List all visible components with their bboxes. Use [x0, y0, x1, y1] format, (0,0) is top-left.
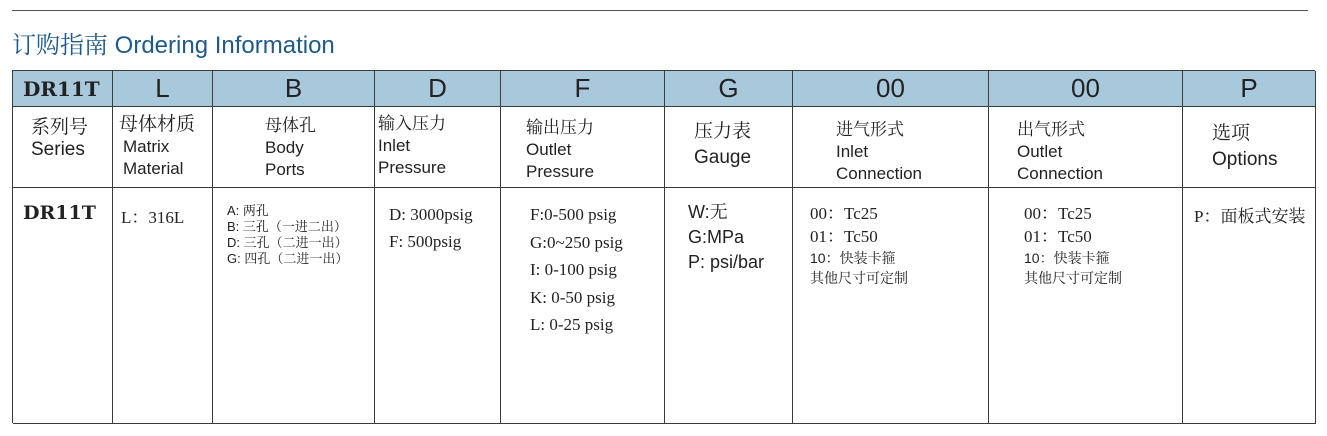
code-options: P: [1240, 73, 1258, 103]
header-cell-outlet-pressure: [501, 71, 665, 107]
label-cell-series: [13, 107, 113, 188]
ordering-table: [12, 70, 1315, 423]
ports-option: G: 四孔（二进一出）: [227, 251, 349, 266]
label-cell-inlet-pressure: [375, 107, 501, 188]
values-cell-material: [113, 188, 213, 424]
header-cell-series: [13, 71, 113, 107]
gauge-option: W:无: [688, 202, 728, 222]
outlet-pressure-option: I: 0-100 psig: [530, 260, 617, 279]
code-outlet-connection: 00: [1071, 73, 1100, 103]
label-cell-inlet-connection: [793, 107, 989, 188]
values-cell-options: [1183, 188, 1316, 424]
outlet-connection-note: 其他尺寸可定制: [1024, 270, 1122, 286]
inlet-pressure-values: [389, 201, 473, 255]
label-outlet-pressure: 输出压力 Outlet Pressure: [526, 118, 595, 181]
inlet-connection-values: [810, 202, 908, 288]
label-cell-ports: [213, 107, 375, 188]
outlet-pressure-option: G:0~250 psig: [530, 232, 623, 252]
outlet-connection-option: 00：Tc25: [1024, 204, 1092, 223]
code-ports: B: [284, 73, 303, 103]
header-cell-inlet-connection: [793, 71, 989, 107]
values-cell-inlet-pressure: [375, 188, 501, 424]
header-cell-material: [113, 71, 213, 107]
header-cell-ports: [213, 71, 375, 107]
code-outlet-pressure: F: [574, 73, 591, 103]
values-cell-inlet-connection: [793, 188, 989, 424]
inlet-connection-option: 01：Tc50: [810, 227, 878, 246]
label-options: 选项 Options: [1212, 123, 1278, 170]
label-outlet-connection: 出气形式 Outlet Connection: [1017, 120, 1104, 183]
outlet-pressure-values: [530, 201, 623, 339]
outlet-pressure-option: F:0-500 psig: [530, 205, 617, 224]
values-cell-series: [13, 188, 113, 424]
inlet-pressure-option: F: 500psig: [389, 232, 462, 251]
outlet-connection-values: [1024, 202, 1122, 288]
label-inlet-pressure: 输入压力 Inlet Pressure: [378, 114, 447, 177]
header-cell-inlet-pressure: [375, 71, 501, 107]
gauge-values: [688, 200, 764, 275]
ports-option: B: 三孔（一进二出）: [227, 219, 347, 234]
label-series: 系列号 Series: [31, 117, 89, 160]
label-inlet-connection: 进气形式 Inlet Connection: [836, 120, 923, 183]
outlet-connection-option: 10：快装卡箍: [1024, 250, 1110, 266]
material-value: L：316L: [121, 208, 185, 227]
code-inlet-pressure: D: [428, 73, 447, 103]
label-material: 母体材质 Matrix Material: [119, 114, 196, 178]
values-cell-outlet-connection: [989, 188, 1183, 424]
inlet-connection-note: 其他尺寸可定制: [810, 270, 908, 286]
options-value: P：面板式安装: [1194, 207, 1306, 226]
label-gauge: 压力表 Gauge: [694, 121, 752, 168]
label-cell-gauge: [665, 107, 793, 188]
inlet-pressure-option: D: 3000psig: [389, 205, 473, 224]
label-cell-outlet-pressure: [501, 107, 665, 188]
code-series: DR11T: [23, 77, 100, 101]
top-rule: [12, 10, 1308, 11]
values-cell-outlet-pressure: [501, 188, 665, 424]
code-gauge: G: [718, 73, 739, 103]
label-ports: 母体孔 Body Ports: [265, 116, 316, 179]
ports-values: [227, 203, 348, 267]
gauge-option: G:MPa: [688, 227, 745, 247]
outlet-connection-option: 01：Tc50: [1024, 227, 1092, 246]
outlet-pressure-option: K: 0-50 psig: [530, 287, 615, 307]
header-cell-outlet-connection: [989, 71, 1183, 107]
header-cell-gauge: [665, 71, 793, 107]
values-cell-ports: [213, 188, 375, 424]
header-cell-options: [1183, 71, 1316, 107]
inlet-connection-option: 10：快装卡箍: [810, 250, 896, 266]
label-cell-outlet-connection: [989, 107, 1183, 188]
ports-option: A: 两孔: [227, 203, 269, 218]
inlet-connection-option: 00：Tc25: [810, 204, 878, 223]
code-inlet-connection: 00: [876, 73, 905, 103]
section-title: 订购指南 Ordering Information: [12, 32, 335, 59]
values-cell-gauge: [665, 188, 793, 424]
outlet-pressure-option: L: 0-25 psig: [530, 315, 614, 334]
gauge-option: P: psi/bar: [688, 252, 765, 272]
series-value: DR11T: [23, 202, 96, 224]
label-cell-material: [113, 107, 213, 188]
label-cell-options: [1183, 107, 1316, 188]
code-material: L: [155, 73, 170, 103]
ports-option: D: 三孔（二进一出）: [227, 235, 348, 250]
